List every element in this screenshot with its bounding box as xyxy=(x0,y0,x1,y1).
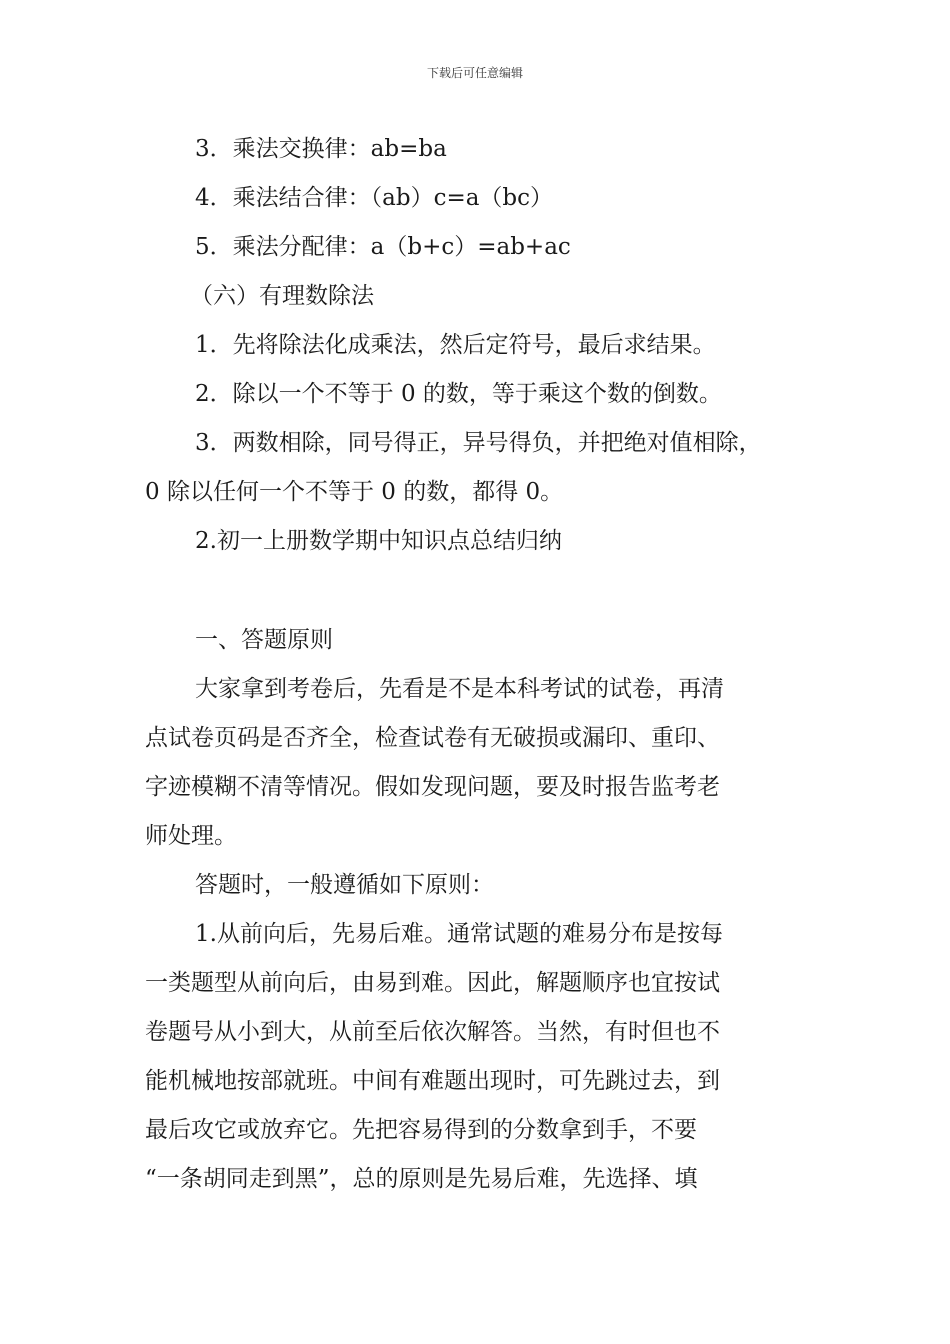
text-line: 师处理。 xyxy=(145,823,237,849)
text-line: 大家拿到考卷后，先看是不是本科考试的试卷，再清 xyxy=(195,676,724,702)
text-line: 4．乘法结合律：（ab）c=a（bc） xyxy=(195,185,554,211)
text-line: 5．乘法分配律：a（b+c）=ab+ac xyxy=(195,234,571,260)
text-line: 最后攻它或放弃它。先把容易得到的分数拿到手，不要 xyxy=(145,1117,697,1143)
text-line: “一条胡同走到黑”，总的原则是先易后难，先选择、填 xyxy=(145,1166,698,1192)
text-line: 3．乘法交换律：ab=ba xyxy=(195,136,447,162)
text-line: 一类题型从前向后，由易到难。因此，解题顺序也宜按试 xyxy=(145,970,720,996)
text-line: 点试卷页码是否齐全，检查试卷有无破损或漏印、重印、 xyxy=(145,725,720,751)
text-line: 0 除以任何一个不等于 0 的数，都得 0。 xyxy=(145,479,564,505)
text-line: 字迹模糊不清等情况。假如发现问题，要及时报告监考老 xyxy=(145,774,720,800)
text-line: 能机械地按部就班。中间有难题出现时，可先跳过去，到 xyxy=(145,1068,720,1094)
document-body xyxy=(145,125,815,1204)
blank-line xyxy=(145,566,815,616)
page-header: 下载后可任意编辑 xyxy=(426,66,523,80)
text-line: 1.从前向后，先易后难。通常试题的难易分布是按每 xyxy=(195,921,723,947)
text-line: （六）有理数除法 xyxy=(190,283,374,309)
text-line: 答题时，一般遵循如下原则： xyxy=(195,872,494,898)
text-line: 2.初一上册数学期中知识点总结归纳 xyxy=(195,528,562,554)
text-line: 一、答题原则 xyxy=(195,627,333,653)
text-line: 2．除以一个不等于 0 的数，等于乘这个数的倒数。 xyxy=(195,381,722,407)
text-line: 卷题号从小到大，从前至后依次解答。当然，有时但也不 xyxy=(145,1019,720,1045)
text-line: 3．两数相除，同号得正，异号得负，并把绝对值相除， xyxy=(195,430,762,456)
text-line: 1．先将除法化成乘法，然后定符号，最后求结果。 xyxy=(195,332,716,358)
